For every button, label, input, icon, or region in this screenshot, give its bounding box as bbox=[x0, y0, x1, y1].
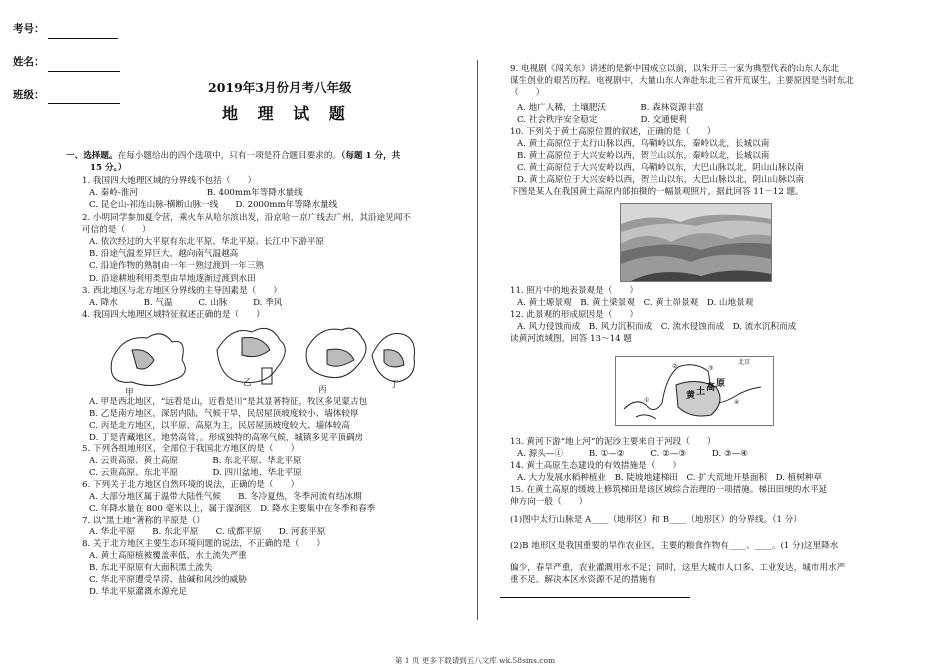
left_lines-line: 可信的是（ ） bbox=[82, 224, 151, 235]
left_lines_2-line: C. 丙是北方地区，以平原、高原为主，民居屋顶坡度较大、墙体较高 bbox=[89, 420, 350, 431]
left_lines_2-line: A. 云贵高原、黄土高原 B. 东北平原、华北平原 bbox=[89, 456, 302, 467]
right_lines_3-line: 偏少，春旱严重，农业灌溉用水不足；同时，这里大城市人口多、工业发达，城市用水严 bbox=[510, 563, 846, 574]
point-2-label: ② bbox=[672, 363, 678, 370]
right_lines_2-line: 读黄河流域图，回答 13～14 题 bbox=[510, 334, 632, 344]
left_lines_2-line: B. 乙是南方地区，深居内陆，气候干旱，民居屋顶坡度较小、墙体较厚 bbox=[89, 408, 359, 419]
right_lines-line: C. 黄土高原位于大兴安岭以西，乌鞘岭以东，大巴山脉以北，阴山山脉以南 bbox=[517, 163, 804, 173]
left_lines_2-line: A. 大部分地区属于温带大陆性气候 B. 冬冷夏热，冬季河流有结冰期 bbox=[89, 491, 362, 502]
left_lines_2-line: 8. 关于北方地区主要生态环境问题的说法，不正确的是（ ） bbox=[82, 539, 325, 550]
plateau-label-2: 土 bbox=[696, 387, 706, 397]
left_lines_2-line: A. 华北平原 B. 东北平原 C. 成都平原 D. 河套平原 bbox=[89, 527, 326, 538]
section-score-note: （每题 1 分，共 bbox=[341, 151, 401, 161]
right_lines_3-line: 13. 黄河下游“地上河”的泥沙主要来自于河段（ ） bbox=[510, 437, 716, 447]
map-bing-region bbox=[327, 349, 354, 366]
exam-number-label: 考号： bbox=[13, 23, 45, 35]
point-4-label: ④ bbox=[734, 399, 740, 406]
region-maps-figure bbox=[92, 320, 422, 398]
map-label-jia: 甲 bbox=[125, 388, 134, 398]
right_lines-line: 9. 电视剧《闯关东》讲述的是新中国成立以前，以朱开三一家为典型代表的山东人东北 bbox=[510, 64, 839, 74]
left_lines-line: 4. 我国四大地理区域特征叙述正确的是（ ） bbox=[82, 310, 265, 321]
map-label-ding: 丁 bbox=[390, 380, 399, 390]
right_lines_2-line: 12. 此景观的形成原因是（ ） bbox=[510, 310, 639, 320]
exam-title: 2019年3月份月考八年级 bbox=[208, 80, 352, 95]
left_lines-line: A. 降水 B. 气温 C. 山脉 D. 季风 bbox=[89, 298, 283, 308]
left_lines-line: A. 依次经过的大平原有东北平原、华北平原、长江中下游平原 bbox=[89, 237, 325, 247]
point-1-label: ① bbox=[644, 397, 650, 404]
right_lines_3-line: A. 源头—① B. ①—② C. ②—③ D. ③—④ bbox=[517, 449, 748, 460]
loess-landscape-photo bbox=[620, 203, 772, 282]
right_lines-line: 谋生创业的艰苦历程。电视剧中，大量山东人奔赴东北三省开荒谋生，主要原因是当时东北 bbox=[510, 76, 854, 86]
right_lines_3-line: (1)图中太行山脉是 A____（地形区）和 B____（地形区）的分界线。（1 分） bbox=[510, 515, 802, 526]
left_lines_2-line: D. 丁是青藏地区，地势高耸，。形成独特的高寒气候，城镇多见平顶碉房 bbox=[89, 432, 364, 443]
section-score-note-2: 15 分。） bbox=[90, 163, 127, 173]
left_lines-line: C. 沿途作物的熟制由一年一熟过渡到一年三熟 bbox=[89, 261, 265, 272]
page-footer: 第 1 页 更多下载请到五八文库 wk.58sms.com bbox=[394, 656, 556, 666]
right_lines-line: C. 社会秩序安全稳定 D. 交通便利 bbox=[517, 115, 687, 125]
map-label-bing: 丙 bbox=[318, 385, 327, 395]
right_lines_3-line: 14. 黄土高原生态建设的有效措施是（ ） bbox=[510, 461, 682, 472]
region-maps-svg bbox=[92, 320, 422, 398]
point-3-label: ③ bbox=[708, 365, 714, 372]
beijing-label: 北京 bbox=[738, 359, 751, 366]
left_lines_2-line: A. 甲是西北地区，“远看是山，近看是川”是其显著特征，牧区多见蒙古包 bbox=[89, 397, 368, 407]
section-label: 一、选择题。 bbox=[66, 151, 118, 161]
map-label-yi: 乙 bbox=[243, 378, 252, 388]
exam-number-field[interactable] bbox=[48, 38, 118, 39]
left_lines-line: 1. 我国四大地理区域的分界线不包括（ ） bbox=[82, 176, 257, 186]
right_lines_3-line: 重不足。解决本区水资源不足的措施有 bbox=[510, 575, 657, 586]
section-instruction: 在每小题给出的四个选项中，只有一项是符合题目要求的。 bbox=[117, 151, 342, 161]
plateau-label-4: 原 bbox=[716, 379, 726, 389]
left_lines-line: 2. 小明同学参加夏令营，乘火车从哈尔滨出发，沿京哈－京广线去广州，其沿途见闻不 bbox=[82, 212, 411, 223]
left_lines_2-line: C. 年降水量在 800 毫米以上，属于湿润区 D. 降水主要集中在冬季和春季 bbox=[89, 503, 376, 514]
class-field[interactable] bbox=[48, 103, 120, 104]
left_lines-line: 3. 西北地区与北方地区分界线的主导因素是（ ） bbox=[82, 285, 282, 296]
right_lines_2-line: A. 风力侵蚀而成 B. 风力沉积而成 C. 流水侵蚀而成 D. 流水沉积而成 bbox=[517, 322, 797, 332]
left_lines_2-line: C. 华北平原遭受旱涝、盐碱和风沙的威胁 bbox=[89, 574, 247, 585]
left_lines_2-line: C. 云贵高原、东北平原 D. 四川盆地、华北平原 bbox=[89, 468, 302, 479]
map-jia-region bbox=[132, 350, 154, 369]
answer-blank-line[interactable] bbox=[500, 597, 690, 598]
name-label: 姓名： bbox=[13, 56, 45, 68]
left_lines-line: C. 昆仑山-祁连山脉-横断山脉一线 D. 2000mm年等降水量线 bbox=[89, 200, 338, 211]
subject-title: 地 理 试 题 bbox=[222, 104, 352, 123]
right_lines-line: B. 黄土高原位于大兴安岭以西，贺兰山以东，秦岭以北，长城以南 bbox=[517, 151, 770, 161]
left_lines-line: A. 秦岭-淮河 B. 400mm年等降水量线 bbox=[89, 188, 303, 199]
left_lines-line: B. 沿途气温差异巨大，越向南气温越高 bbox=[89, 249, 239, 260]
yellow-river-map bbox=[615, 356, 774, 426]
left_lines-line: D. 沿途耕地利用类型由旱地逐渐过渡到水田 bbox=[89, 273, 256, 284]
left_lines_2-line: 6. 下列关于北方地区自然环境的说法，正确的是（ ） bbox=[82, 479, 300, 490]
left_lines_2-line: 5. 下列各组地形区，全部位于我国北方地区的是（ ） bbox=[82, 444, 300, 455]
left_lines_2-line: D. 华北平原灌溉水源充足 bbox=[89, 586, 187, 597]
right_lines_3-line: (2)B 地形区是我国重要的旱作农业区，主要的粮食作物有____、____。(1 分)这里降水 bbox=[510, 541, 839, 552]
class-label: 班级： bbox=[13, 89, 45, 101]
loess-photo-svg bbox=[621, 204, 771, 281]
right_lines-line: 下图是某人在我国黄土高原内部拍摄的一幅景观照片，据此回答 11－12 题。 bbox=[510, 187, 804, 197]
left_lines_2-line: 7. 以“黑土地”著称的平原是（） bbox=[82, 515, 205, 526]
right_lines_2-line: A. 黄土塬景观 B. 黄土梁景观 C. 黄土峁景观 D. 山地景观 bbox=[517, 298, 754, 308]
map-yi-region bbox=[242, 338, 270, 357]
right_lines-line: A. 黄土高原位于太行山脉以西，乌鞘岭以东，秦岭以北，长城以南 bbox=[517, 139, 770, 149]
right_lines-line: D. 黄土高原位于大兴安岭以西，贺兰山以东，大巴山脉以北，阴山山脉以南 bbox=[517, 175, 805, 185]
name-field[interactable] bbox=[48, 71, 120, 72]
map-ding-region bbox=[384, 350, 404, 367]
left_lines_2-line: A. 黄土高原植被覆盖率低，水土流失严重 bbox=[89, 551, 247, 562]
right_lines_3-line: 伸方向一般（ ） bbox=[510, 497, 588, 508]
plateau-label-3: 高 bbox=[706, 383, 716, 393]
left_lines_2-line: B. 东北平原原有大面积黑土流失 bbox=[89, 562, 213, 573]
plateau-label-1: 黄 bbox=[686, 391, 696, 401]
section-heading bbox=[66, 151, 400, 162]
right_lines_3-line: 15. 在黄土高原的缓坡上修筑梯田是该区域综合治理的一项措施。梯田田埂的水平延 bbox=[510, 485, 828, 496]
right_lines-line: 10. 下列关于黄土高原位置的叙述，正确的是（ ） bbox=[510, 127, 716, 137]
column-divider bbox=[477, 60, 478, 620]
tributary-line bbox=[636, 415, 656, 419]
right_lines-line: A. 地广人稀，土壤肥沃 B. 森林资源丰富 bbox=[517, 103, 704, 113]
right_lines_2-line: 11. 照片中的地表景观是（ ） bbox=[510, 286, 639, 296]
right_lines_3-line: A. 大力发展水稻种植业 B. 陡坡地建梯田 C. 扩大荒地开垦面积 D. 植树种草 bbox=[517, 473, 823, 484]
right_lines-line: （ ） bbox=[510, 88, 545, 98]
